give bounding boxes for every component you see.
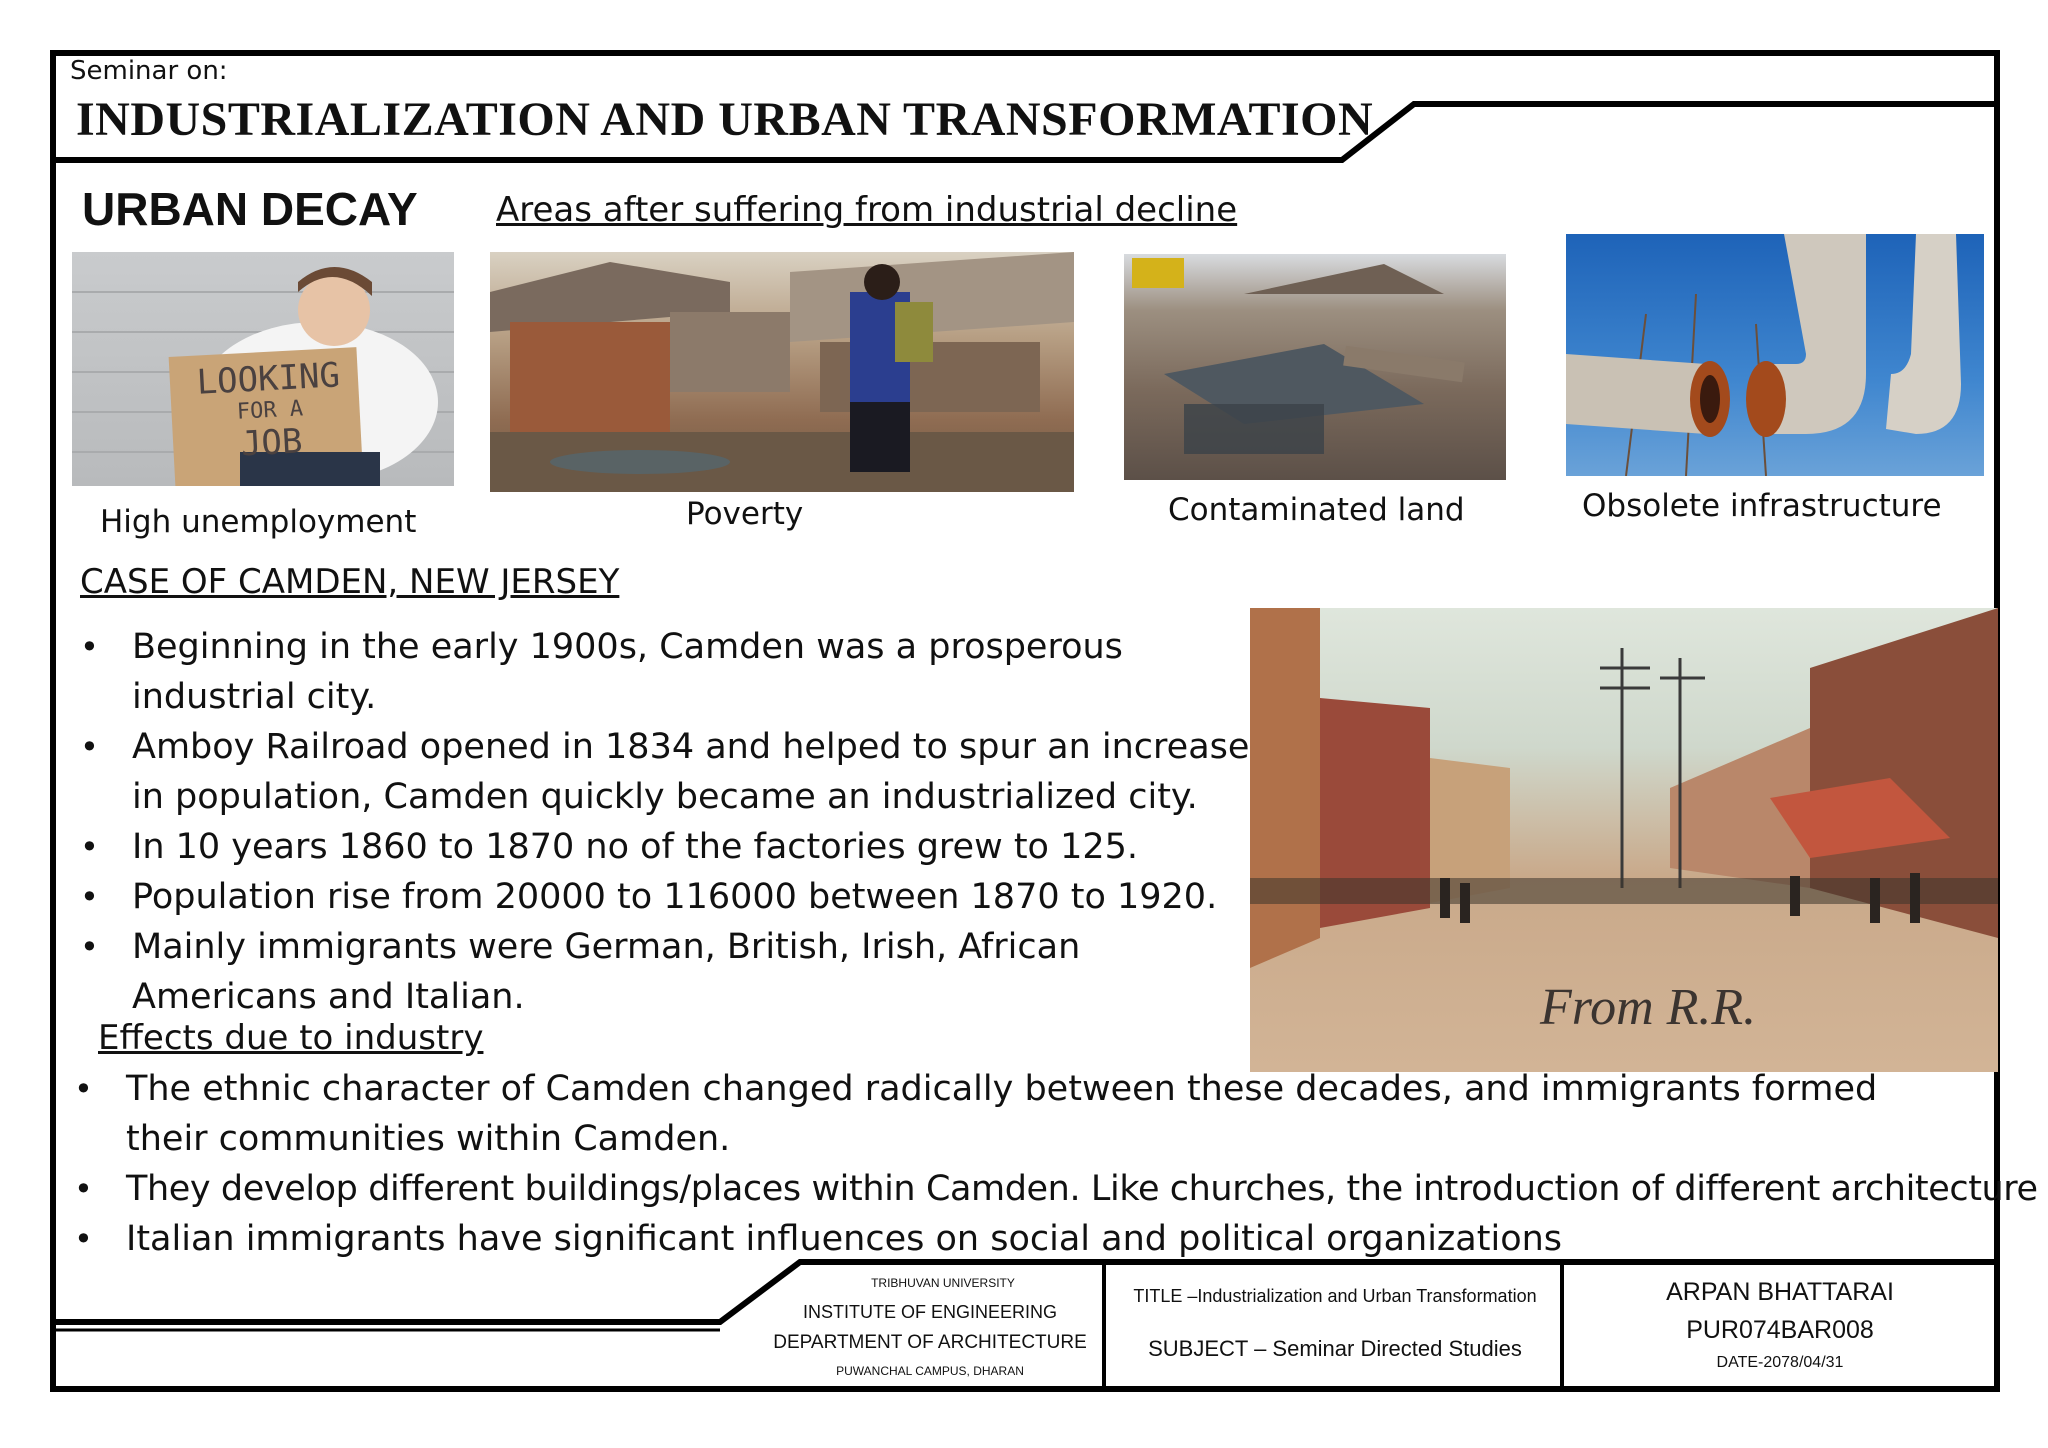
camden-bullet: • Amboy Railroad opened in 1834 and helped to spur an increase in population, Camden quickly became an industrialized city. bbox=[74, 722, 1254, 822]
caption-contaminated-land: Contaminated land bbox=[1168, 492, 1465, 528]
sheet-subject: SUBJECT – Seminar Directed Studies bbox=[1148, 1336, 1522, 1361]
obsolete-pipes-illustration bbox=[1566, 234, 1984, 476]
effects-bullets bbox=[68, 1064, 2038, 1264]
caption-poverty: Poverty bbox=[686, 496, 804, 532]
obsolete-infrastructure-photo bbox=[1566, 234, 1984, 476]
effects-bullet: • Italian immigrants have significant influences on social and political organizations bbox=[68, 1214, 2018, 1264]
camden-bullet: • Beginning in the early 1900s, Camden was a prosperous industrial city. bbox=[74, 622, 1254, 722]
contaminated-land-photo bbox=[1124, 254, 1506, 480]
institute-name: INSTITUTE OF ENGINEERING bbox=[802, 1302, 1057, 1322]
poverty-illustration bbox=[490, 252, 1074, 492]
urban-decay-heading: URBAN DECAY bbox=[82, 183, 418, 235]
camden-heading: CASE OF CAMDEN, NEW JERSEY bbox=[80, 562, 620, 602]
effects-bullet: • They develop different buildings/places within Camden. Like churches, the introduction of different architecture bbox=[68, 1164, 2018, 1214]
caption-high-unemployment: High unemployment bbox=[100, 504, 417, 540]
page-title: INDUSTRIALIZATION AND URBAN TRANSFORMATION bbox=[76, 93, 1374, 146]
postcard-signature: From R.R. bbox=[1540, 979, 1757, 1036]
university-name: TRIBHUVAN UNIVERSITY bbox=[871, 1276, 1015, 1290]
roll-number: PUR074BAR008 bbox=[1686, 1316, 1874, 1344]
seminar-label: Seminar on: bbox=[70, 56, 228, 86]
poverty-photo bbox=[490, 252, 1074, 492]
looking-for-job-sign bbox=[177, 355, 362, 466]
camden-bullet: • Mainly immigrants were German, British, Irish, African Americans and Italian. bbox=[74, 922, 1254, 1022]
sheet-date: DATE-2078/04/31 bbox=[1716, 1354, 1844, 1371]
camden-bullet: • Population rise from 20000 to 116000 between 1870 to 1920. bbox=[74, 872, 1254, 922]
author-name: ARPAN BHATTARAI bbox=[1666, 1278, 1894, 1306]
department-name: DEPARTMENT OF ARCHITECTURE bbox=[773, 1332, 1087, 1353]
caption-obsolete-infrastructure: Obsolete infrastructure bbox=[1582, 488, 1942, 524]
sign-line-2: FOR A bbox=[236, 396, 304, 425]
unemployment-photo bbox=[72, 252, 454, 486]
campus-name: PUWANCHAL CAMPUS, DHARAN bbox=[836, 1364, 1024, 1378]
camden-postcard-photo bbox=[1250, 608, 1998, 1072]
sheet-title: TITLE –Industrialization and Urban Transformation bbox=[1133, 1286, 1537, 1306]
effects-heading: Effects due to industry bbox=[98, 1018, 484, 1058]
sign-line-1: LOOKING bbox=[195, 355, 341, 403]
contaminated-land-illustration bbox=[1124, 254, 1506, 480]
camden-bullets bbox=[74, 622, 1254, 1022]
camden-bullet: • In 10 years 1860 to 1870 no of the factories grew to 125. bbox=[74, 822, 1254, 872]
sign-line-3: JOB bbox=[239, 421, 304, 465]
effects-bullet: • The ethnic character of Camden changed radically between these decades, and immigrants formed their communities within Camden. bbox=[68, 1064, 1936, 1164]
urban-decay-subheading: Areas after suffering from industrial decline bbox=[496, 190, 1238, 230]
